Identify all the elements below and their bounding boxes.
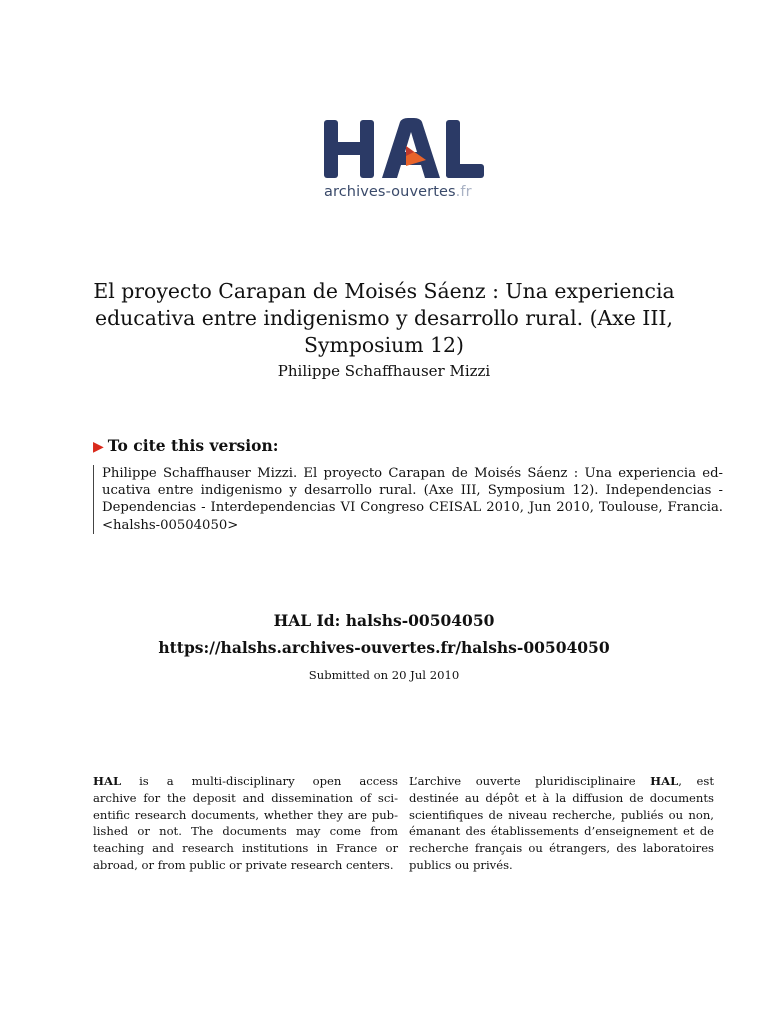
title-line-1: El proyecto Carapan de Moisés Sáenz : Una experiencia (93, 279, 675, 303)
abstract-line: destinée au dépôt et à la diffusion de documents (409, 790, 714, 805)
author-name: Philippe Schaffhauser Mizzi (277, 362, 491, 380)
citation-line: Philippe Schaffhauser Mizzi. El proyecto Carapan de Moisés Sáenz : Una experiencia ed- (102, 466, 723, 481)
abstract-line: émanant des établissements d’enseignement et de (409, 824, 714, 839)
abstract-line: entific research documents, whether they are pub- (93, 807, 398, 822)
logo-subtitle (324, 184, 472, 200)
logo-subtitle-main: archives-ouvertes (324, 184, 456, 200)
abstract-line: teaching and research institutions in France or (93, 841, 398, 856)
hal-wordmark (324, 118, 484, 178)
abstract-line (93, 773, 398, 790)
cite-heading-label: To cite this version: (107, 436, 279, 455)
cite-heading (93, 436, 278, 455)
abstract-english (93, 773, 398, 874)
abstract-line: lished or not. The documents may come from (93, 824, 398, 839)
abstract-line: publics ou privés. (409, 857, 513, 872)
abstract-french (409, 773, 714, 874)
hal-bold-label: HAL (93, 774, 122, 788)
citation-block (93, 465, 723, 534)
submission-date: Submitted on 20 Jul 2010 (308, 668, 460, 682)
abstract-line: scientifiques de niveau recherche, publiés ou non, (409, 807, 714, 822)
abstract-line-text: , est (678, 774, 714, 788)
abstract-line: recherche français ou étrangers, des laboratoires (409, 841, 714, 856)
title-line-2: educativa entre indigenismo y desarrollo rural. (Axe III, (95, 306, 673, 330)
logo-subtitle-tld: .fr (455, 184, 472, 200)
abstract-line: archive for the deposit and dissemination of sci- (93, 790, 398, 805)
document-title (60, 278, 708, 359)
abstract-line (409, 773, 714, 790)
hal-wordmark-svg (322, 116, 488, 182)
citation-line: ucativa entre indigenismo y desarrollo rural. (Axe III, Symposium 12). Independencias - (102, 483, 723, 499)
hal-logo (322, 116, 488, 206)
abstract-line-text: L’archive ouverte pluridisciplinaire (409, 774, 651, 788)
citation-line: Dependencias - Interdependencias VI Congreso CEISAL 2010, Jun 2010, Toulouse, Francia. (102, 500, 723, 516)
abstract-line-text: is a multi-disciplinary open access (121, 774, 398, 788)
play-arrow-icon: ▶ (93, 439, 104, 455)
hal-id: HAL Id: halshs-00504050 (273, 611, 495, 630)
title-line-3: Symposium 12) (304, 333, 464, 357)
abstract-line: abroad, or from public or private research centers. (93, 857, 394, 872)
hal-bold-label: HAL (650, 774, 679, 788)
citation-line: <halshs-00504050> (102, 517, 239, 533)
hal-url-link[interactable]: https://halshs.archives-ouvertes.fr/halshs-00504050 (158, 638, 610, 657)
